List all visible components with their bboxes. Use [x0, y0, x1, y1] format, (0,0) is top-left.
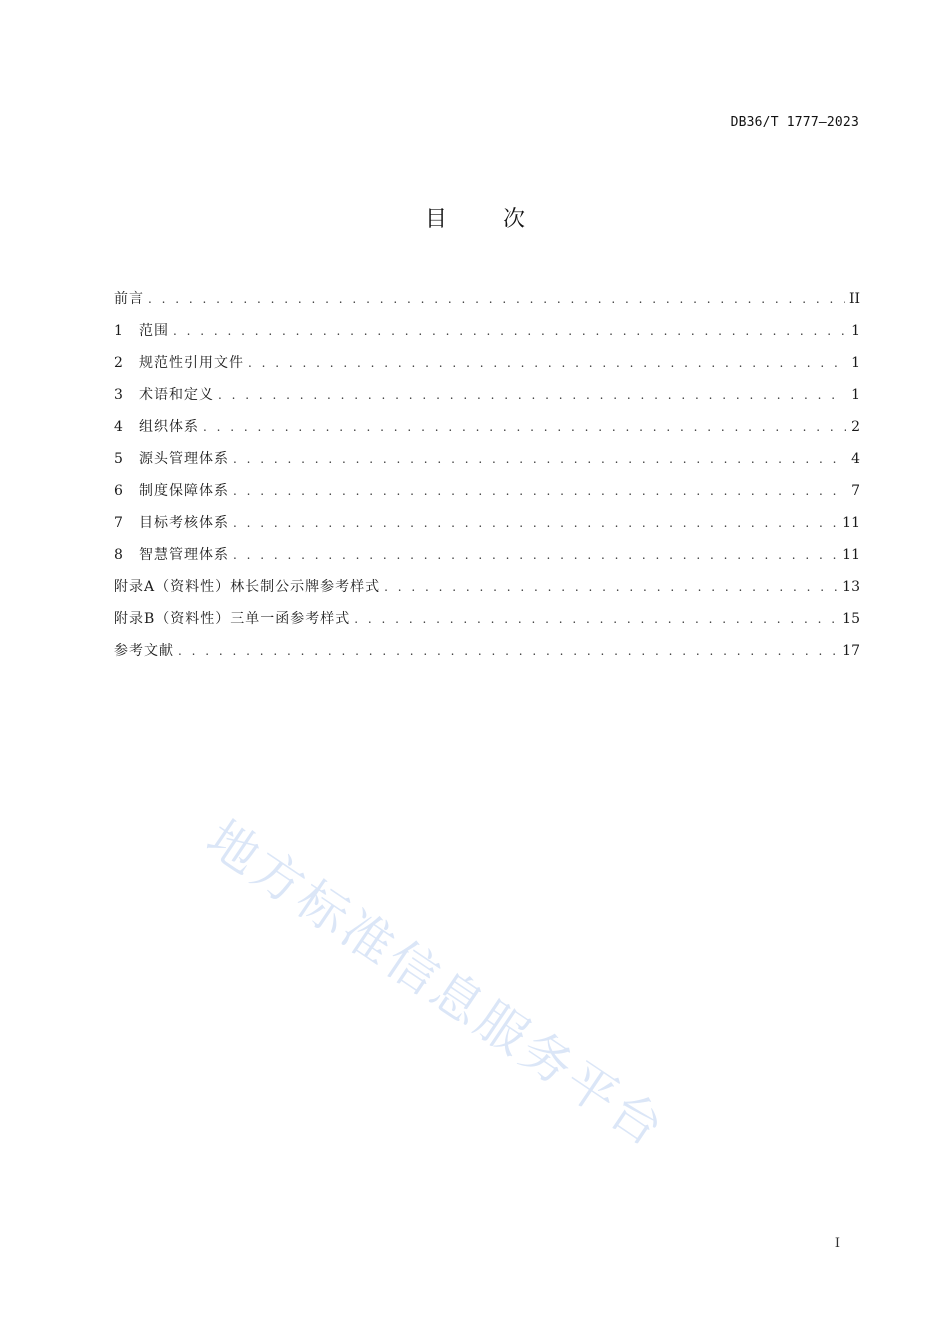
- page-title: [0, 202, 950, 233]
- toc-entry-label: 参考文献: [114, 643, 174, 659]
- toc-entry-page: 7: [851, 483, 860, 499]
- toc-entry-6[interactable]: [114, 481, 860, 513]
- toc-leader-dots: [233, 545, 838, 565]
- toc-leader-dots: [203, 417, 846, 437]
- toc-entry-label: 制度保障体系: [139, 483, 229, 499]
- toc-entry-page: 17: [842, 643, 860, 659]
- toc-entry-number: 5: [114, 451, 123, 467]
- toc-entry-label: 组织体系: [139, 419, 199, 435]
- toc-entry-label: 规范性引用文件: [139, 355, 244, 371]
- toc-entry-number: 3: [114, 387, 123, 403]
- toc-entry-8[interactable]: [114, 545, 860, 577]
- toc-leader-dots: [233, 481, 846, 501]
- toc-leader-dots: [354, 609, 838, 629]
- toc-entry-number: 7: [114, 515, 123, 531]
- toc-entry-label: 范围: [139, 323, 169, 339]
- toc-entry-1[interactable]: [114, 321, 860, 353]
- toc-entry-foreword[interactable]: [114, 289, 860, 321]
- toc-leader-dots: [248, 353, 846, 373]
- toc-entry-7[interactable]: [114, 513, 860, 545]
- toc-entry-page: 1: [851, 387, 860, 403]
- toc-entry-label: 源头管理体系: [139, 451, 229, 467]
- toc-leader-dots: [218, 385, 846, 405]
- toc-leader-dots: [233, 513, 838, 533]
- page-number: I: [834, 1236, 840, 1251]
- toc-entry-appendix-b[interactable]: [114, 609, 860, 641]
- watermark: 地方标准信息服务平台: [196, 809, 677, 1160]
- toc-entry-page: 11: [842, 547, 860, 563]
- title-char-1: 目: [424, 207, 447, 232]
- toc-entry-page: 2: [851, 419, 860, 435]
- toc-entry-number: 2: [114, 355, 123, 371]
- standard-code: DB36/T 1777—2023: [730, 115, 859, 130]
- toc-entry-label: 目标考核体系: [139, 515, 229, 531]
- toc-leader-dots: [178, 641, 838, 661]
- toc-leader-dots: [233, 449, 846, 469]
- title-char-2: 次: [503, 207, 526, 232]
- toc-entry-label: 附录B（资料性）三单一函参考样式: [114, 611, 351, 627]
- toc-entry-label: 附录A（资料性）林长制公示牌参考样式: [114, 579, 381, 595]
- toc-entry-3[interactable]: [114, 385, 860, 417]
- toc-entry-page: 1: [851, 355, 860, 371]
- toc-entry-page: 11: [842, 515, 860, 531]
- toc-entry-page: 13: [842, 579, 860, 595]
- toc-leader-dots: [173, 321, 846, 341]
- toc-entry-page: 4: [851, 451, 860, 467]
- toc-entry-label: 前言: [114, 291, 144, 307]
- toc-entry-references[interactable]: [114, 641, 860, 673]
- toc-entry-5[interactable]: [114, 449, 860, 481]
- toc-entry-number: 1: [114, 323, 123, 339]
- toc-leader-dots: [148, 289, 845, 309]
- toc-entry-2[interactable]: [114, 353, 860, 385]
- toc-entry-page: II: [848, 291, 860, 307]
- toc-entry-label: 术语和定义: [139, 387, 214, 403]
- toc-entry-number: 6: [114, 483, 123, 499]
- toc-entry-page: 1: [851, 323, 860, 339]
- toc-entry-page: 15: [842, 611, 860, 627]
- toc-entry-number: 4: [114, 419, 123, 435]
- toc-entry-number: 8: [114, 547, 123, 563]
- toc-leader-dots: [384, 577, 838, 597]
- toc-entry-4[interactable]: [114, 417, 860, 449]
- toc-entry-appendix-a[interactable]: [114, 577, 860, 609]
- table-of-contents: [114, 289, 860, 673]
- toc-entry-label: 智慧管理体系: [139, 547, 229, 563]
